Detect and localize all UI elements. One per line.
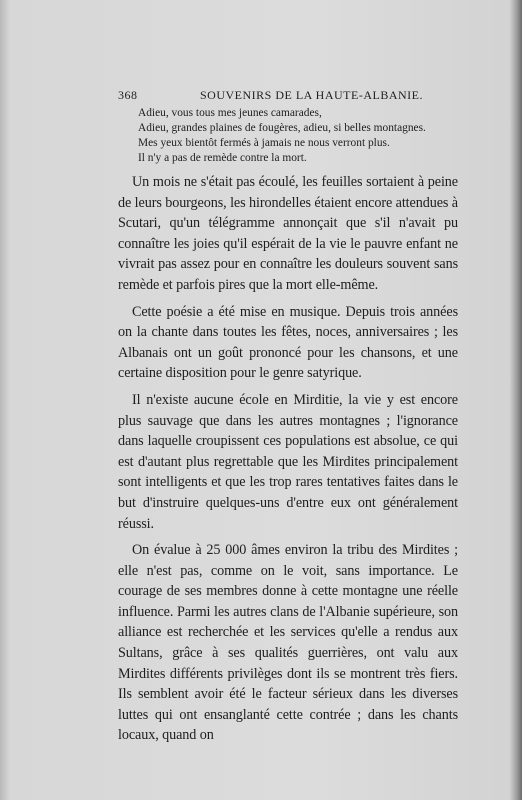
verse-line: Adieu, vous tous mes jeunes camarades, xyxy=(138,107,322,119)
paragraph: Cette poésie a été mise en musique. Depuis trois années on la chante dans toutes les fêtes, noces, anniversaires ; les Albanais ont un goût prononcé pour les chansons, et une certaine disposition pour le genre satyrique. xyxy=(118,303,458,382)
body-text xyxy=(118,172,458,752)
paragraph: Il n'existe aucune école en Mirditie, la vie y est encore plus sauvage que dans les autres montagnes ; l'ignorance dans laquelle croupissent ces populations est absolue, ce qui est d'autant plus regrettable que les Mirdites principalement sont intelligents et que les trop rares tentatives faites dans le but d'instruire quelques-uns d'entre eux ont généralement réussi. xyxy=(118,391,458,532)
verse-line: Adieu, grandes plaines de fougères, adieu, si belles montagnes. xyxy=(138,122,426,134)
page-number: 368 xyxy=(118,88,138,102)
paragraph: Un mois ne s'était pas écoulé, les feuilles sortaient à peine de leurs bourgeons, les hirondelles étaient encore attendues à Scutari, qu'un télégramme annonçait que s'il n'avait pu connaître les joies qu'il espérait de la vie le pauvre enfant ne vivrait pas assez pour en connaître les douleurs souvent sans remède et parfois pires que la mort elle-même. xyxy=(118,174,458,293)
running-header xyxy=(118,88,448,106)
verse-line: Mes yeux bientôt fermés à jamais ne nous verront plus. xyxy=(138,137,390,149)
running-title: SOUVENIRS DE LA HAUTE-ALBANIE. xyxy=(200,88,423,102)
paragraph: On évalue à 25 000 âmes environ la tribu des Mirdites ; elle n'est pas, comme on le voit, sans importance. Le courage de ses membres donne à cette montagne une réelle influence. Parmi les autres clans de l'Albanie supérieure, son alliance est recherchée et les services qu'elle a rendus aux Sultans, grâce à ses qualités guerrières, ont valu aux Mirdites différents privilèges dont ils se montrent très fiers. Ils semblent avoir été le facteur sérieux dans les diverses luttes qui ont ensanglanté cette contrée ; dans les chants locaux, quand on xyxy=(118,542,458,744)
verse-block xyxy=(138,106,468,166)
verse-line: Il n'y a pas de remède contre la mort. xyxy=(138,152,307,164)
page-edge-shadow xyxy=(510,0,522,800)
